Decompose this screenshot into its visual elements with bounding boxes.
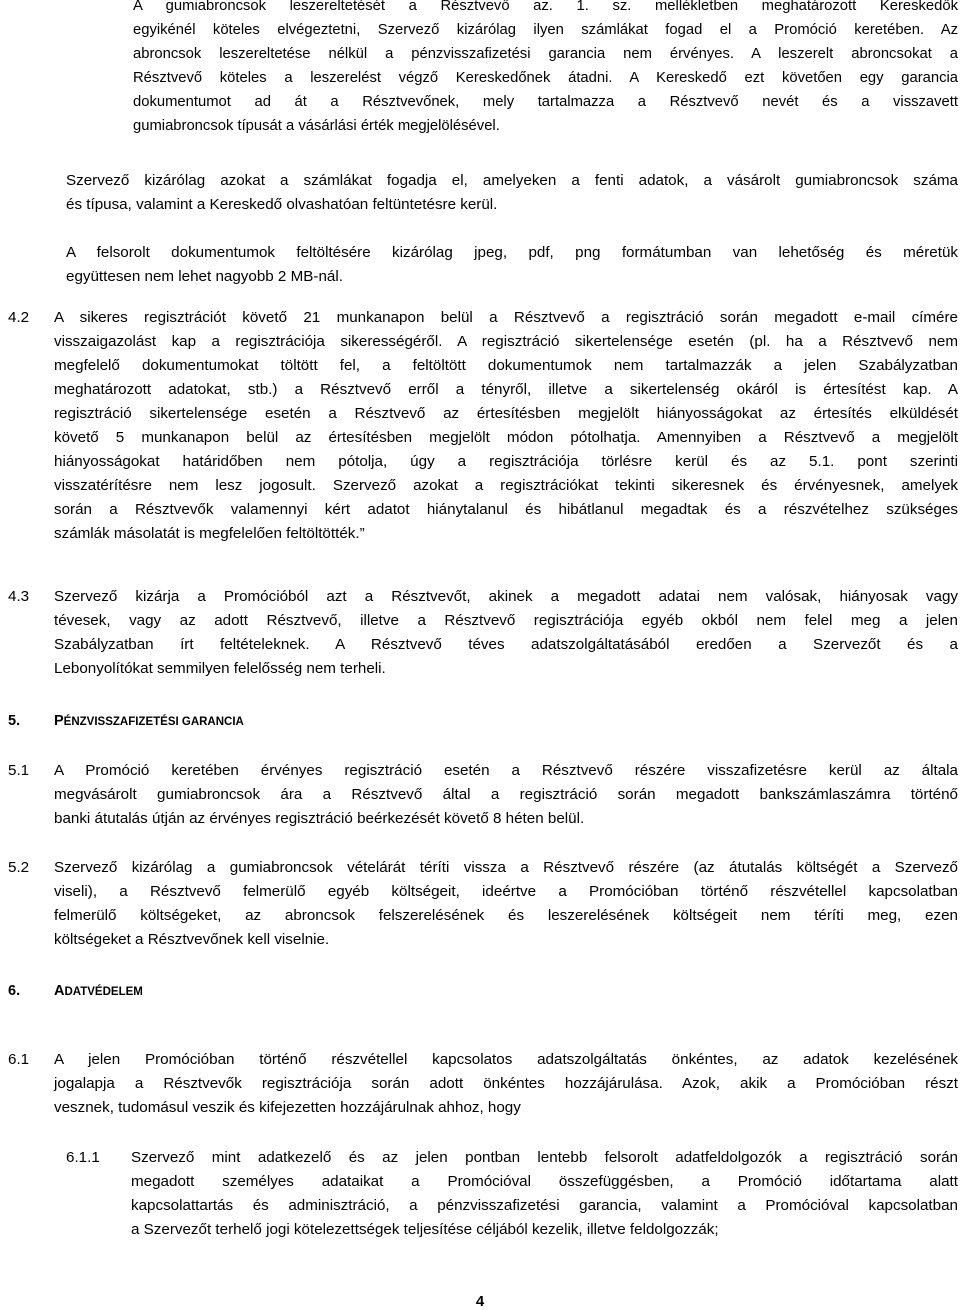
section-5-1-text <box>54 759 958 831</box>
text-line: követő 5 munkanapon belül az értesítésben megjelölt módon pótolhatja. Amennyiben a Résztvevő a megjelölt <box>54 429 958 446</box>
page-number: 4 <box>475 1293 485 1310</box>
section-number: 5.1 <box>8 762 30 779</box>
text-line: abroncsok leszereltetése nélkül a pénzvisszafizetési garancia nem érvényes. A leszerelt abroncsokat a <box>133 46 958 62</box>
section-heading-5 <box>8 711 244 732</box>
text-line: jogalapja a Résztvevők regisztrációja során adott önkéntes hozzájárulása. Azok, akik a Promócióban részt <box>54 1075 958 1092</box>
text-line: tévesek, vagy az adott Résztvevő, illetve a Résztvevő regisztrációja egyéb okból nem felel meg a jelen <box>54 612 958 629</box>
text-line: A felsorolt dokumentumok feltöltésére kizárólag jpeg, pdf, png formátumban van lehetőség és méretük <box>66 244 958 261</box>
section-heading-6 <box>8 981 143 1002</box>
text-line: kapcsolattartás és adminisztráció, a pénzvisszafizetési garancia, valamint a Promócióval kapcsolatban <box>131 1197 958 1214</box>
section-number: 4.3 <box>8 588 30 605</box>
text-line: a Szervezőt terhelő jogi kötelezettségek teljesítése céljából kezelik, illetve feldolgozzák; <box>131 1221 719 1238</box>
text-line: együttesen nem lehet nagyobb 2 MB-nál. <box>66 268 343 285</box>
text-line: megfelelő dokumentumokat töltött fel, a feltöltött dokumentumok nem tartalmazzák a jelen Szabályzatban <box>54 357 958 374</box>
heading-number: 5. <box>8 713 21 729</box>
text-line: visszaigazolást kap a regisztrációja sikerességéről. A regisztráció sikertelensége esetén (pl. ha a Résztvevő nem <box>54 333 958 350</box>
section-4-2-text <box>54 306 958 546</box>
text-line: A jelen Promócióban történő részvétellel kapcsolatos adatszolgáltatás önkéntes, az adatok kezelésének <box>54 1051 958 1068</box>
text-line: A gumiabroncsok leszereltetését a Résztvevő az. 1. sz. mellékletben meghatározott Kereskedők <box>133 0 958 14</box>
text-line: viseli), a Résztvevő felmerülő egyéb költségeit, ideértve a Promócióban történő részvétellel kapcsolatban <box>54 883 958 900</box>
section-6-1-1-text <box>131 1146 958 1242</box>
section-4-3-text <box>54 585 958 681</box>
text-line: megadott személyes adataikat a Promócióval összefüggésben, a Promóció időtartama alatt <box>131 1173 958 1190</box>
text-line: Szervező mint adatkezelő és az jelen pontban lentebb felsorolt adatfeldolgozók a regisztráció során <box>131 1149 958 1166</box>
text-line: számlák másolatát is megfelelően feltöltötték.” <box>54 525 365 542</box>
text-line: Résztvevő köteles a leszerelést végző Kereskedőnek átadni. A Kereskedő ezt követően egy garancia <box>133 70 958 86</box>
text-line: Szervező kizárólag azokat a számlákat fogadja el, amelyeken a fenti adatok, a vásárolt gumiabroncsok száma <box>66 172 958 189</box>
text-line: egyikénél köteles elvégeztetni, Szervező kizárólag ilyen számlákat fogad el a Promóció keretében. Az <box>133 22 958 38</box>
text-line: dokumentumot ad át a Résztvevőnek, mely tartalmazza a Résztvevő nevét és a visszavett <box>133 94 958 110</box>
top-paragraph <box>133 0 958 138</box>
text-line: vesznek, tudomásul veszik és kifejezetten hozzájárulnak ahhoz, hogy <box>54 1099 521 1116</box>
text-line: Szervező kizárja a Promócióból azt a Résztvevőt, akinek a megadott adatai nem valósak, hiányosak vagy <box>54 588 958 605</box>
text-line: gumiabroncsok típusát a vásárlási érték megjelölésével. <box>133 118 500 134</box>
heading-initial: A <box>54 983 65 999</box>
invoices-paragraph <box>66 169 958 217</box>
text-line: hiányosságokat határidőben nem pótolja, úgy a regisztrációja törlésre kerül és az 5.1. pont szerinti <box>54 453 958 470</box>
section-number: 6.1 <box>8 1051 30 1068</box>
section-number: 5.2 <box>8 859 30 876</box>
text-line: során a Résztvevők valamennyi kért adatot hiánytalanul és hibátlanul megadtak és a részvételhez szükséges <box>54 501 958 518</box>
section-number: 4.2 <box>8 309 30 326</box>
text-line: visszatérítésre nem lesz jogosult. Szervező azokat a regisztrációkat tekinti sikeresnek és érvényesnek, amelyek <box>54 477 958 494</box>
text-line: Lebonyolítókat semmilyen felelősség nem terheli. <box>54 660 386 677</box>
section-5-2-text <box>54 856 958 952</box>
text-line: regisztráció sikertelensége esetén a Résztvevő az értesítésben megjelölt hiányosságokat az értesítés elküldését <box>54 405 958 422</box>
text-line: Szervező kizárólag a gumiabroncsok vételárát téríti vissza a Résztvevő részére (az átutalás költségét a Szervező <box>54 859 958 876</box>
heading-initial: P <box>54 713 64 729</box>
text-line: banki átutalás útján az érvényes regisztráció beérkezését követő 8 héten belül. <box>54 810 585 827</box>
upload-paragraph <box>66 241 958 289</box>
text-line: Szabályzatban írt feltételeknek. A Résztvevő téves adatszolgáltatásából eredően a Szervezőt és a <box>54 636 958 653</box>
heading-number: 6. <box>8 983 21 999</box>
text-line: megvásárolt gumiabroncsok ára a Résztvevő által a regisztráció során megadott bankszámlaszámra történő <box>54 786 958 803</box>
text-line: A Promóció keretében érvényes regisztráció esetén a Résztvevő részére visszafizetésre kerül az általa <box>54 762 958 779</box>
text-line: és típusa, valamint a Kereskedő olvashatóan feltüntetésre kerül. <box>66 196 498 213</box>
text-line: költségeket a Résztvevőnek kell viselnie. <box>54 931 330 948</box>
text-line: A sikeres regisztrációt követő 21 munkanapon belül a Résztvevő a regisztráció során megadott e-mail címére <box>54 309 958 326</box>
section-number: 6.1.1 <box>66 1149 100 1166</box>
heading-rest: DATVÉDELEM <box>64 986 143 998</box>
heading-rest: ÉNZVISSZAFIZETÉSI GARANCIA <box>63 716 244 728</box>
text-line: meghatározott adatokat, stb.) a Résztvevő erről a tényről, illetve a sikertelenség okáról is értesítést kap. A <box>54 381 958 398</box>
text-line: felmerülő költségeket, az abroncsok felszerelésének és leszerelésének költségeit nem téríti meg, ezen <box>54 907 958 924</box>
section-6-1-text <box>54 1048 958 1120</box>
